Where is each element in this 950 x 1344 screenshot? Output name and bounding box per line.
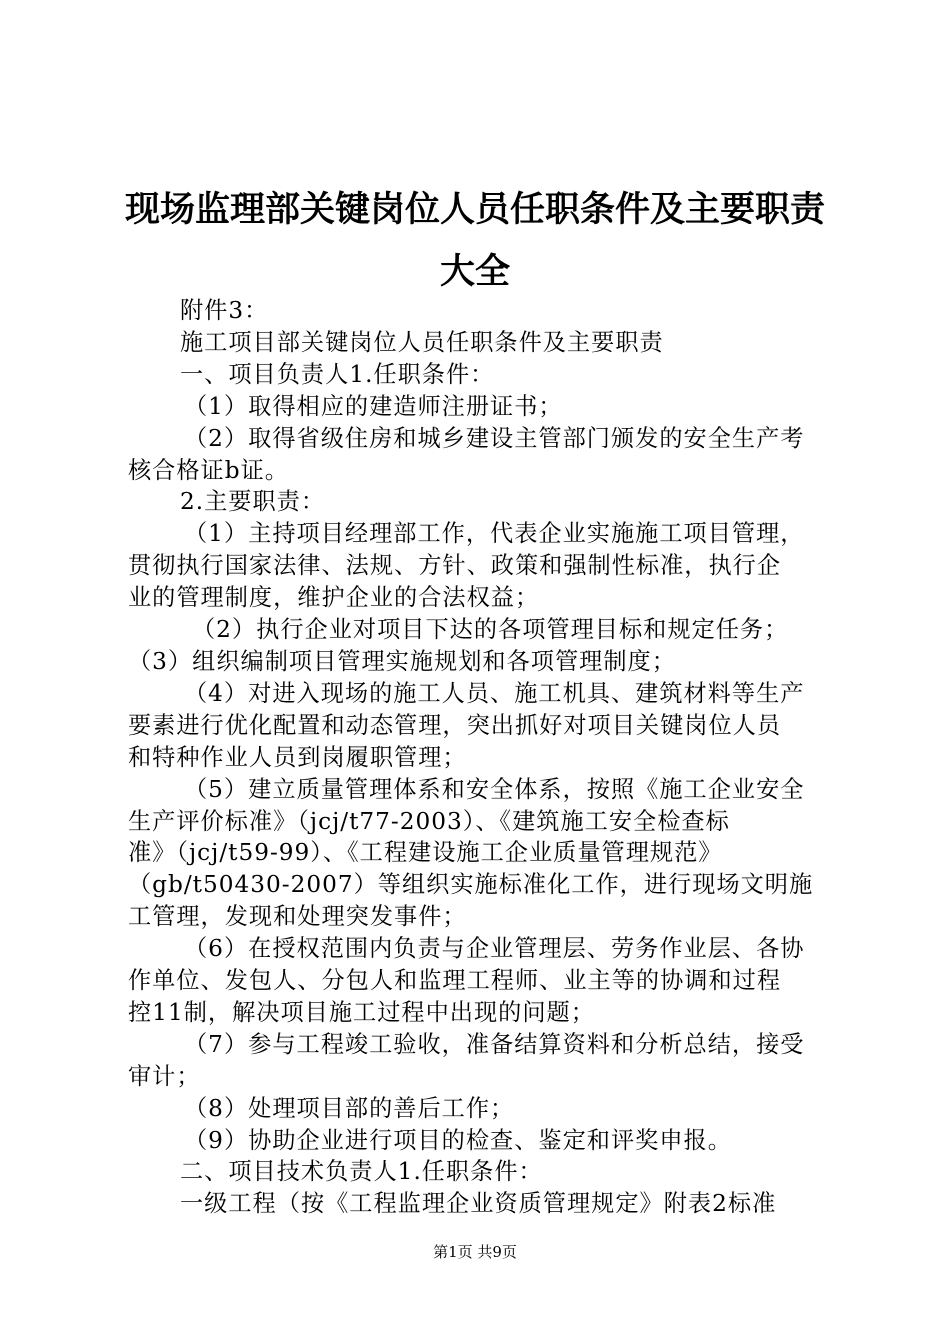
body-line: 2.主要职责：: [180, 488, 326, 516]
body-line: （8）处理项目部的善后工作；: [184, 1094, 515, 1122]
body-line: 和特种作业人员到岗履职管理；: [128, 743, 467, 771]
document-title-line-2: 大全: [439, 251, 510, 292]
body-line: 二、项目技术负责人1.任职条件：: [180, 1158, 543, 1186]
body-line: 控11制，解决项目施工过程中出现的问题；: [128, 998, 595, 1026]
body-line: （gb/t50430-2007）等组织实施标准化工作，进行现场文明施: [128, 871, 814, 899]
body-line: 生产评价标准》（jcj/t77-2003）、《建筑施工安全检查标: [128, 807, 730, 835]
page-number-footer: 第1页 共9页: [433, 1243, 517, 1261]
body-line: 附件3：: [180, 297, 269, 324]
body-line: 业的管理制度，维护企业的合法权益；: [128, 584, 540, 612]
body-line: 核合格证b证。: [128, 456, 289, 484]
body-line: 施工项目部关键岗位人员任职条件及主要职责: [180, 328, 664, 356]
body-line: 贯彻执行国家法律、法规、方针、政策和强制性标准，执行企: [128, 552, 782, 580]
document-body: [128, 295, 830, 1220]
body-line: （9）协助企业进行项目的检查、鉴定和评奖申报。: [184, 1126, 732, 1154]
body-line: 工管理，发现和处理突发事件；: [128, 903, 467, 931]
body-line: （2）取得省级住房和城乡建设主管部门颁发的安全生产考: [184, 424, 805, 452]
body-line: （2）执行企业对项目下达的各项管理目标和规定任务；: [192, 616, 789, 644]
body-line: 要素进行优化配置和动态管理，突出抓好对项目关键岗位人员: [128, 711, 782, 739]
body-line: （7）参与工程竣工验收，准备结算资料和分析总结，接受: [184, 1030, 805, 1058]
body-line: （4）对进入现场的施工人员、施工机具、建筑材料等生产: [184, 679, 805, 707]
document-title-line-1: 现场监理部关键岗位人员任职条件及主要职责: [124, 189, 825, 230]
body-line: 审计；: [128, 1062, 201, 1090]
body-line: 一、项目负责人1.任职条件：: [180, 360, 495, 388]
body-line: （3）组织编制项目管理实施规划和各项管理制度；: [128, 647, 676, 675]
body-line: 准》（jcj/t59-99）、《工程建设施工企业质量管理规范》: [128, 839, 723, 867]
body-line: （6）在授权范围内负责与企业管理层、劳务作业层、各协: [184, 935, 805, 963]
body-line: （1）取得相应的建造师注册证书；: [184, 392, 563, 420]
body-line: （5）建立质量管理体系和安全体系，按照《施工企业安全: [184, 775, 805, 803]
body-line: 一级工程（按《工程监理企业资质管理规定》附表2标准: [180, 1190, 777, 1218]
body-line: （1）主持项目经理部工作，代表企业实施施工项目管理，: [184, 520, 805, 548]
body-line: 作单位、发包人、分包人和监理工程师、业主等的协调和过程: [128, 967, 782, 995]
